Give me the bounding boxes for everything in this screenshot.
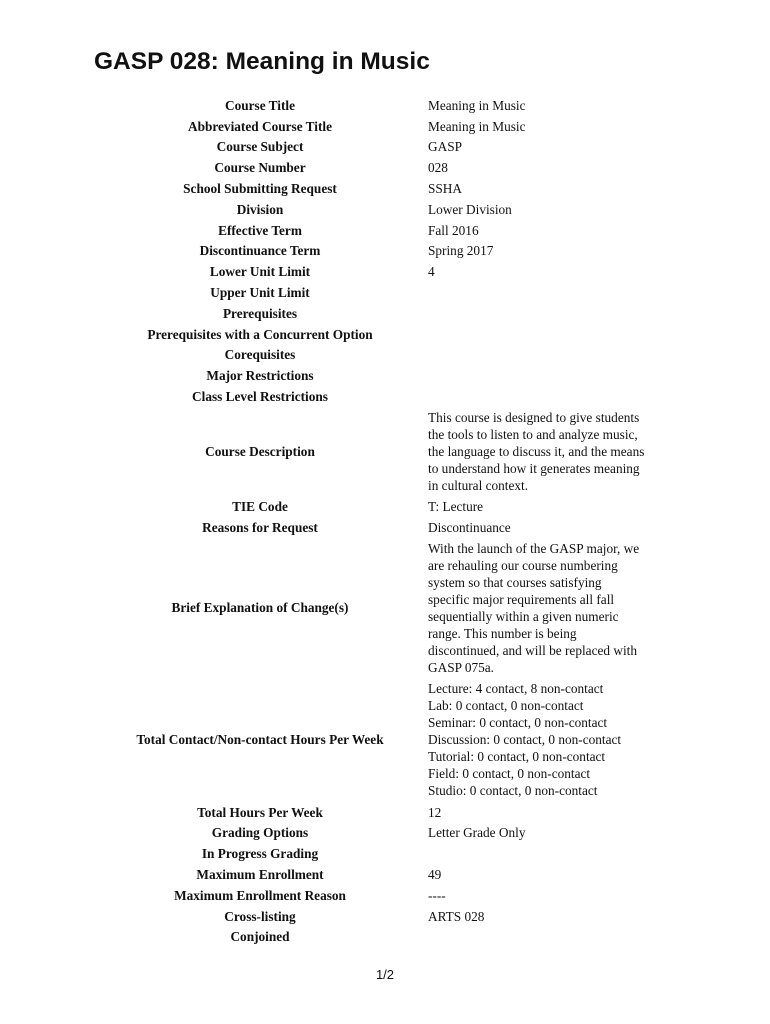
field-value-line: ARTS 028 xyxy=(428,908,485,924)
field-value-line: in cultural context. xyxy=(428,478,529,494)
field-value xyxy=(428,498,664,515)
form-row xyxy=(0,517,770,538)
field-value-line: GASP 075a. xyxy=(428,659,494,675)
field-value-line: Studio: 0 contact, 0 non-contact xyxy=(428,783,598,799)
field-value-line: Seminar: 0 contact, 0 non-contact xyxy=(428,715,608,731)
field-value-line: specific major requirements all fall xyxy=(428,591,615,607)
form-row xyxy=(0,303,770,324)
field-value-line: Spring 2017 xyxy=(428,243,494,259)
form-row xyxy=(0,199,770,220)
field-value xyxy=(428,118,664,135)
field-value xyxy=(428,180,664,197)
field-label: Course Number xyxy=(214,160,306,176)
field-value-line: Lecture: 4 contact, 8 non-contact xyxy=(428,681,604,697)
field-label: Maximum Enrollment xyxy=(196,866,324,882)
form-row xyxy=(0,345,770,366)
form-row xyxy=(0,678,770,801)
field-label: Effective Term xyxy=(218,222,302,238)
form-row xyxy=(0,407,770,496)
field-value-line: SSHA xyxy=(428,181,462,197)
field-label: TIE Code xyxy=(232,499,288,515)
field-value xyxy=(428,263,664,280)
field-label: Course Title xyxy=(224,97,296,113)
field-value-line: range. This number is being xyxy=(428,625,577,641)
form-row xyxy=(0,538,770,679)
field-value xyxy=(428,804,664,821)
field-value-line: Meaning in Music xyxy=(428,118,526,134)
field-value xyxy=(428,242,664,259)
field-label: In Progress Grading xyxy=(201,846,319,862)
field-label: Lower Unit Limit xyxy=(209,264,311,280)
field-label: Upper Unit Limit xyxy=(210,285,310,301)
field-value-line: 49 xyxy=(428,866,442,882)
form-row xyxy=(0,137,770,158)
field-value-line: 12 xyxy=(428,804,442,820)
field-value-line: are rehauling our course numbering xyxy=(428,557,618,573)
form-row xyxy=(0,365,770,386)
field-value-line: Fall 2016 xyxy=(428,222,479,238)
field-value-line: Tutorial: 0 contact, 0 non-contact xyxy=(428,749,606,765)
field-value-line: 028 xyxy=(428,160,448,176)
field-label: Cross-listing xyxy=(224,908,296,924)
field-label: Conjoined xyxy=(230,929,290,945)
field-label: School Submitting Request xyxy=(183,181,337,197)
form-row xyxy=(0,95,770,116)
form-row xyxy=(0,220,770,241)
field-value-line: Lower Division xyxy=(428,201,512,217)
form-row xyxy=(0,324,770,345)
field-value xyxy=(428,222,664,239)
field-label: Course Subject xyxy=(216,139,304,155)
field-value xyxy=(428,887,664,904)
field-value xyxy=(428,824,664,841)
field-value-line: With the launch of the GASP major, we xyxy=(428,540,640,556)
field-label: Discontinuance Term xyxy=(199,243,321,259)
field-label: Total Contact/Non-contact Hours Per Week xyxy=(136,732,384,748)
form-row xyxy=(0,157,770,178)
field-value xyxy=(428,519,664,536)
field-value-line: T: Lecture xyxy=(428,499,484,515)
field-label: Abbreviated Course Title xyxy=(187,118,333,134)
field-value xyxy=(428,908,664,925)
field-value-line: GASP xyxy=(428,139,462,155)
field-value-line: Discussion: 0 contact, 0 non-contact xyxy=(428,732,622,748)
form-row xyxy=(0,178,770,199)
field-value-line: to understand how it generates meaning xyxy=(428,461,640,477)
field-value-line: 4 xyxy=(428,264,435,280)
field-value xyxy=(428,866,664,883)
field-label: Prerequisites xyxy=(222,305,298,321)
field-value-line: This course is designed to give students xyxy=(428,410,640,426)
field-value-line: ---- xyxy=(428,887,446,903)
form-row xyxy=(0,116,770,137)
field-value-line: the language to discuss it, and the means xyxy=(428,444,645,460)
field-value xyxy=(428,540,664,676)
field-value-line: the tools to listen to and analyze music, xyxy=(428,427,638,443)
form-row xyxy=(0,386,770,407)
field-label: Corequisites xyxy=(224,347,296,363)
field-value xyxy=(428,159,664,176)
form-row xyxy=(0,885,770,906)
field-value-line: Meaning in Music xyxy=(428,97,526,113)
field-value-line: Discontinuance xyxy=(428,519,511,535)
form-row xyxy=(0,802,770,823)
form-row xyxy=(0,864,770,885)
form-row xyxy=(0,282,770,303)
field-value-line: discontinued, and will be replaced with xyxy=(428,642,637,658)
form-row xyxy=(0,926,770,947)
field-value xyxy=(428,680,664,799)
page-number: 1/2 xyxy=(375,967,395,982)
field-value-line: system so that courses satisfying xyxy=(428,574,602,590)
field-value xyxy=(428,97,664,114)
field-label: Class Level Restrictions xyxy=(192,389,328,405)
form-row xyxy=(0,261,770,282)
form-row xyxy=(0,496,770,517)
form-row xyxy=(0,241,770,262)
field-value xyxy=(428,201,664,218)
field-label: Grading Options xyxy=(211,825,309,841)
field-label: Brief Explanation of Change(s) xyxy=(171,600,349,616)
field-label: Major Restrictions xyxy=(206,368,314,384)
field-value xyxy=(428,409,664,494)
field-value-line: sequentially within a given numeric xyxy=(428,608,619,624)
field-value xyxy=(428,138,664,155)
field-label: Maximum Enrollment Reason xyxy=(174,887,346,903)
form-row xyxy=(0,906,770,927)
field-label: Division xyxy=(236,201,284,217)
form-row xyxy=(0,822,770,843)
field-label: Course Description xyxy=(205,444,315,460)
field-value-line: Letter Grade Only xyxy=(428,825,526,841)
field-label: Reasons for Request xyxy=(202,519,318,535)
field-value-line: Field: 0 contact, 0 non-contact xyxy=(428,766,591,782)
field-label: Total Hours Per Week xyxy=(197,804,323,820)
page-title: GASP 028: Meaning in Music xyxy=(94,48,430,75)
course-form xyxy=(0,95,770,947)
field-value-line: Lab: 0 contact, 0 non-contact xyxy=(428,698,584,714)
form-row xyxy=(0,843,770,864)
field-label: Prerequisites with a Concurrent Option xyxy=(147,326,373,342)
